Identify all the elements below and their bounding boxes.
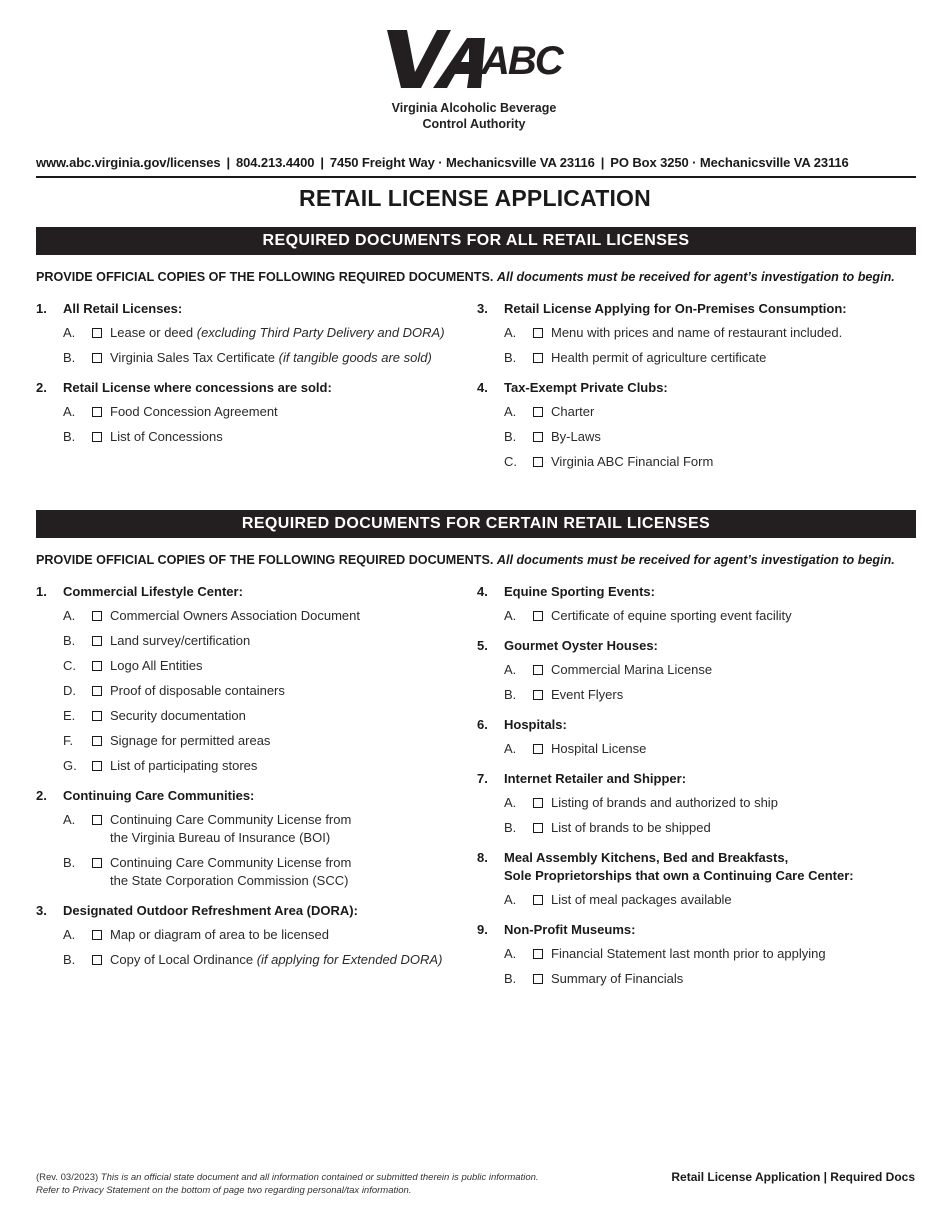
checklist-item [477, 819, 917, 837]
group-title-line: Designated Outdoor Refreshment Area (DORA): [63, 903, 358, 918]
item-label: Virginia ABC Financial Form [551, 454, 714, 469]
item-letter: B. [63, 633, 76, 648]
checklist-item [36, 324, 466, 342]
group-number: 4. [477, 380, 488, 395]
item-label: Lease or deed [110, 325, 194, 340]
item-text [110, 349, 432, 367]
group-heading [36, 902, 466, 920]
item-text-line [551, 794, 778, 812]
item-text [551, 891, 732, 909]
org-name-line2: Control Authority [422, 117, 526, 131]
requirement-group [36, 583, 466, 775]
requirement-group [477, 379, 917, 471]
item-text-line [110, 324, 445, 342]
item-label: Continuing Care Community License from [110, 812, 352, 827]
checklist-item [36, 403, 466, 421]
item-text-line [110, 428, 223, 446]
item-letter: A. [504, 404, 517, 419]
item-label: List of Concessions [110, 429, 223, 444]
group-title [63, 379, 332, 397]
group-title-line: Retail License Applying for On-Premises Consumption: [504, 301, 847, 316]
item-letter: A. [63, 404, 76, 419]
public-info-notice: This is an official state document and all information contained or submitted therein is public information. [100, 1172, 539, 1183]
checklist-item [477, 453, 917, 471]
checkbox[interactable] [533, 353, 543, 363]
group-heading [477, 300, 917, 318]
group-heading [36, 787, 466, 805]
item-text-line: the Virginia Bureau of Insurance (BOI) [110, 830, 331, 845]
checklist-item [36, 632, 466, 650]
item-letter: B. [504, 350, 517, 365]
item-label: Land survey/certification [110, 633, 251, 648]
checklist-item [36, 732, 466, 750]
item-label: Virginia Sales Tax Certificate [110, 350, 275, 365]
item-text [551, 453, 713, 471]
item-label: Menu with prices and name of restaurant included. [551, 325, 843, 340]
item-text-line [110, 657, 203, 675]
requirement-group [477, 300, 917, 367]
requirement-group [477, 716, 917, 758]
checkbox[interactable] [533, 665, 543, 675]
header-divider [36, 176, 916, 178]
item-text [110, 324, 445, 342]
item-text [551, 794, 778, 812]
group-title-line: Hospitals: [504, 717, 567, 732]
group-title-line: Non-Profit Museums: [504, 922, 636, 937]
group-title-line: Equine Sporting Events: [504, 584, 655, 599]
checkbox[interactable] [92, 955, 102, 965]
item-letter: A. [63, 608, 76, 623]
item-text-line: the State Corporation Commission (SCC) [110, 873, 349, 888]
item-label: Certificate of equine sporting event facility [551, 608, 792, 623]
checkbox[interactable] [533, 328, 543, 338]
item-text-line [110, 951, 442, 969]
checklist-item [36, 854, 466, 890]
item-text-line [551, 661, 712, 679]
checkbox[interactable] [533, 949, 543, 959]
group-number: 2. [36, 788, 47, 803]
item-letter: C. [63, 658, 76, 673]
item-letter: A. [504, 662, 517, 677]
item-text-line [110, 732, 270, 750]
item-text [110, 732, 270, 750]
section-heading-all-retail: REQUIRED DOCUMENTS FOR ALL RETAIL LICENSES [36, 227, 916, 255]
item-text [110, 632, 250, 650]
instruction-bold: PROVIDE OFFICIAL COPIES OF THE FOLLOWING REQUIRED DOCUMENTS. [36, 270, 494, 284]
group-heading [36, 583, 466, 601]
item-label: Health permit of agriculture certificate [551, 350, 767, 365]
checkbox[interactable] [533, 611, 543, 621]
item-text-line [551, 740, 646, 758]
group-title-line: Tax-Exempt Private Clubs: [504, 380, 668, 395]
group-heading [477, 849, 917, 885]
item-label: Proof of disposable containers [110, 683, 285, 698]
group-number: 1. [36, 584, 47, 599]
checkbox[interactable] [533, 744, 543, 754]
item-label: Summary of Financials [551, 971, 684, 986]
group-number: 3. [477, 301, 488, 316]
street-address: 7450 Freight Way · Mechanicsville VA 23116 [329, 155, 595, 170]
item-text-line [551, 349, 766, 367]
item-label: Logo All Entities [110, 658, 203, 673]
item-letter: B. [504, 820, 517, 835]
privacy-notice: Refer to Privacy Statement on the bottom of page two regarding personal/tax information. [36, 1185, 412, 1196]
instruction-bold: PROVIDE OFFICIAL COPIES OF THE FOLLOWING REQUIRED DOCUMENTS. [36, 553, 494, 567]
section-certain-right-column [477, 583, 917, 1000]
checklist-item [36, 428, 466, 446]
item-note: (excluding Third Party Delivery and DORA) [196, 325, 445, 340]
checklist-item [36, 951, 466, 969]
item-letter: B. [504, 687, 517, 702]
item-text [551, 324, 842, 342]
contact-line: www.abc.virginia.gov/licenses | 804.213.4400 | 7450 Freight Way · Mechanicsville VA 23116 | PO Box 3250 · Mechanicsville VA 23116 [36, 155, 849, 170]
item-label: Listing of brands and authorized to ship [551, 795, 778, 810]
item-text-line [551, 453, 713, 471]
item-text [110, 607, 360, 625]
item-text [110, 403, 278, 421]
item-text-line [551, 607, 792, 625]
item-text-line [551, 686, 623, 704]
item-letter: B. [63, 429, 76, 444]
requirement-group [477, 583, 917, 625]
group-number: 9. [477, 922, 488, 937]
group-heading [477, 637, 917, 655]
group-title [63, 583, 243, 601]
item-text [110, 657, 203, 675]
group-title [504, 379, 668, 397]
checklist-item [36, 349, 466, 367]
section-instruction [36, 270, 916, 284]
checklist-item [477, 428, 917, 446]
group-title [504, 770, 686, 788]
checklist-item [36, 682, 466, 700]
checkbox[interactable] [533, 974, 543, 984]
checklist-item [36, 657, 466, 675]
item-label: By-Laws [551, 429, 601, 444]
requirement-group [36, 300, 466, 367]
group-title [504, 300, 847, 318]
group-title [63, 787, 254, 805]
footer-doc-label: Retail License Application | Required Docs [671, 1170, 915, 1184]
checkbox[interactable] [92, 761, 102, 771]
checkbox[interactable] [533, 457, 543, 467]
item-text [110, 951, 442, 969]
checkbox[interactable] [92, 711, 102, 721]
logo [0, 28, 950, 97]
group-title-line: Meal Assembly Kitchens, Bed and Breakfasts, [504, 850, 789, 865]
checkbox[interactable] [92, 407, 102, 417]
item-text-line [551, 970, 683, 988]
item-letter: A. [504, 795, 517, 810]
group-heading [477, 583, 917, 601]
item-letter: A. [63, 927, 76, 942]
group-heading [36, 300, 466, 318]
group-title [504, 583, 655, 601]
item-text [110, 854, 351, 890]
item-label: Commercial Marina License [551, 662, 713, 677]
requirement-group [36, 379, 466, 446]
footer-notice [36, 1171, 539, 1197]
checklist-item [36, 707, 466, 725]
requirement-group [36, 787, 466, 890]
checkbox[interactable] [92, 736, 102, 746]
item-text-line [110, 854, 351, 872]
item-letter: A. [504, 892, 517, 907]
section-heading-certain-retail: REQUIRED DOCUMENTS FOR CERTAIN RETAIL LICENSES [36, 510, 916, 538]
item-note: (if tangible goods are sold) [278, 350, 432, 365]
checklist-item [477, 403, 917, 421]
item-text-line [551, 891, 732, 909]
group-heading [477, 921, 917, 939]
item-text [110, 707, 246, 725]
item-letter: B. [63, 350, 76, 365]
item-text-line [110, 811, 351, 829]
checkbox[interactable] [92, 930, 102, 940]
checklist-item [477, 661, 917, 679]
item-text [551, 686, 623, 704]
group-title-line: Sole Proprietorships that own a Continuing Care Center: [504, 868, 854, 883]
checklist-item [477, 794, 917, 812]
checklist-item [477, 324, 917, 342]
checklist-item [477, 740, 917, 758]
item-letter: A. [504, 741, 517, 756]
group-title [63, 300, 182, 318]
checkbox[interactable] [92, 661, 102, 671]
item-text [551, 945, 826, 963]
group-title [504, 921, 635, 939]
group-title-line: Retail License where concessions are sold: [63, 380, 332, 395]
item-label: Copy of Local Ordinance [110, 952, 254, 967]
checklist-item [477, 945, 917, 963]
item-label: Map or diagram of area to be licensed [110, 927, 329, 942]
item-text [551, 661, 712, 679]
item-label: Charter [551, 404, 595, 419]
item-text-line [110, 632, 250, 650]
checklist-item [36, 607, 466, 625]
item-text-line [110, 682, 285, 700]
item-text [551, 349, 766, 367]
item-text-line [551, 403, 594, 421]
checkbox[interactable] [92, 636, 102, 646]
group-title [504, 716, 567, 734]
group-title-line: Continuing Care Communities: [63, 788, 255, 803]
group-title [504, 849, 854, 885]
item-letter: G. [63, 758, 77, 773]
group-title-line: Internet Retailer and Shipper: [504, 771, 687, 786]
checkbox[interactable] [92, 328, 102, 338]
checkbox[interactable] [92, 611, 102, 621]
checkbox[interactable] [533, 823, 543, 833]
phone-number: 804.213.4400 [236, 155, 315, 170]
group-heading [477, 770, 917, 788]
group-number: 4. [477, 584, 488, 599]
group-number: 8. [477, 850, 488, 865]
org-name-line1: Virginia Alcoholic Beverage [391, 101, 557, 115]
va-abc-logo-icon [385, 28, 565, 92]
checklist-item [36, 811, 466, 847]
item-text-line [110, 926, 329, 944]
item-text [110, 811, 351, 847]
item-text [551, 403, 594, 421]
item-letter: E. [63, 708, 76, 723]
item-text [551, 607, 792, 625]
checkbox[interactable] [533, 407, 543, 417]
item-label: Security documentation [110, 708, 246, 723]
item-text [551, 428, 601, 446]
website-link[interactable]: www.abc.virginia.gov/licenses [36, 155, 221, 170]
page-title: RETAIL LICENSE APPLICATION [299, 185, 651, 211]
checkbox[interactable] [533, 432, 543, 442]
group-title-line: Commercial Lifestyle Center: [63, 584, 243, 599]
group-title-line: All Retail Licenses: [63, 301, 183, 316]
checkbox[interactable] [92, 686, 102, 696]
item-label: List of brands to be shipped [551, 820, 711, 835]
checklist-item [36, 926, 466, 944]
item-label: List of meal packages available [551, 892, 732, 907]
svg-text:ABC: ABC [481, 39, 562, 83]
item-label: List of participating stores [110, 758, 258, 773]
group-heading [477, 379, 917, 397]
item-text-line [110, 349, 432, 367]
checkbox[interactable] [92, 432, 102, 442]
section-instruction [36, 553, 916, 567]
section-all-right-column [477, 300, 917, 483]
item-letter: C. [504, 454, 517, 469]
section-certain-left-column [36, 583, 466, 981]
requirement-group [477, 849, 917, 909]
item-label: Food Concession Agreement [110, 404, 278, 419]
item-label: Continuing Care Community License from [110, 855, 352, 870]
group-title [504, 637, 658, 655]
group-heading [477, 716, 917, 734]
checklist-item [477, 349, 917, 367]
checklist-item [477, 970, 917, 988]
group-number: 2. [36, 380, 47, 395]
checkbox[interactable] [533, 798, 543, 808]
item-label: Hospital License [551, 741, 647, 756]
item-text [551, 819, 711, 837]
item-text-line [551, 819, 711, 837]
item-letter: A. [504, 325, 517, 340]
item-text [110, 428, 223, 446]
group-number: 6. [477, 717, 488, 732]
item-label: Financial Statement last month prior to applying [551, 946, 826, 961]
instruction-italic: All documents must be received for agent’s investigation to begin. [496, 553, 895, 567]
instruction-italic: All documents must be received for agent’s investigation to begin. [496, 270, 895, 284]
checklist-item [477, 686, 917, 704]
checkbox[interactable] [92, 815, 102, 825]
item-text-line [110, 707, 246, 725]
requirement-group [477, 637, 917, 704]
item-text-line [110, 403, 278, 421]
item-letter: F. [63, 733, 74, 748]
item-text [110, 682, 285, 700]
checkbox[interactable] [92, 858, 102, 868]
item-text [551, 970, 683, 988]
revision-label: (Rev. 03/2023) [36, 1172, 99, 1183]
org-name [0, 100, 948, 132]
item-text-line [110, 607, 360, 625]
checklist-item [477, 891, 917, 909]
checklist-item [36, 757, 466, 775]
item-label: Event Flyers [551, 687, 624, 702]
item-text [110, 926, 329, 944]
po-box-address: PO Box 3250 · Mechanicsville VA 23116 [610, 155, 849, 170]
checkbox[interactable] [533, 895, 543, 905]
group-title-line: Gourmet Oyster Houses: [504, 638, 658, 653]
item-letter: B. [63, 855, 76, 870]
checkbox[interactable] [533, 690, 543, 700]
item-text-line [551, 428, 601, 446]
group-number: 7. [477, 771, 488, 786]
item-label: Commercial Owners Association Document [110, 608, 360, 623]
group-heading [36, 379, 466, 397]
item-letter: B. [63, 952, 76, 967]
item-letter: B. [504, 971, 517, 986]
item-text-line [110, 757, 257, 775]
item-letter: A. [504, 946, 517, 961]
checkbox[interactable] [92, 353, 102, 363]
item-note: (if applying for Extended DORA) [256, 952, 443, 967]
item-letter: A. [63, 812, 76, 827]
item-text-line [551, 324, 842, 342]
group-number: 5. [477, 638, 488, 653]
requirement-group [477, 770, 917, 837]
requirement-group [36, 902, 466, 969]
group-number: 3. [36, 903, 47, 918]
group-title [63, 902, 358, 920]
requirement-group [477, 921, 917, 988]
item-letter: A. [504, 608, 517, 623]
item-letter: A. [63, 325, 76, 340]
section-all-left-column [36, 300, 466, 458]
item-text [551, 740, 646, 758]
group-number: 1. [36, 301, 47, 316]
item-letter: B. [504, 429, 517, 444]
item-letter: D. [63, 683, 76, 698]
checklist-item [477, 607, 917, 625]
item-text [110, 757, 257, 775]
item-text-line [551, 945, 826, 963]
item-label: Signage for permitted areas [110, 733, 271, 748]
